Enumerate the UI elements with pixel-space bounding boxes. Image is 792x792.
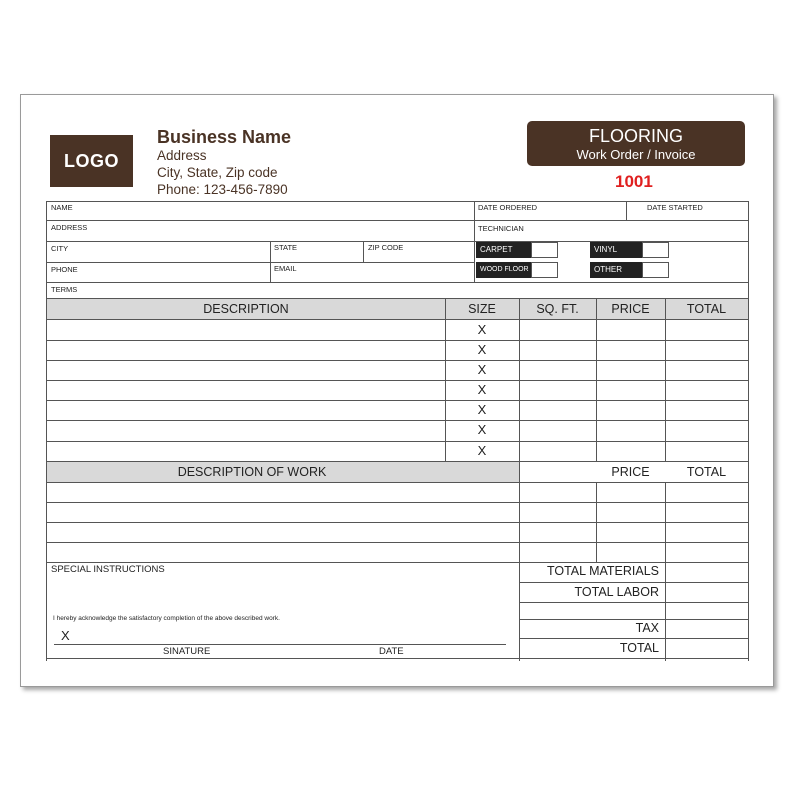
grid-line xyxy=(596,298,597,563)
business-name: Business Name xyxy=(157,127,292,147)
grid-line xyxy=(519,619,749,620)
size-mark: X xyxy=(477,443,487,458)
logo-placeholder: LOGO xyxy=(50,135,133,187)
zip-label[interactable]: ZIP CODE xyxy=(368,243,404,252)
grid-line xyxy=(626,201,627,220)
grid-line xyxy=(46,658,749,659)
signature-line[interactable] xyxy=(54,644,506,645)
wood-floor-tag: WOOD FLOOR xyxy=(476,262,531,278)
col-work-price: PRICE xyxy=(611,465,650,479)
phone-label[interactable]: PHONE xyxy=(51,265,78,274)
size-mark: X xyxy=(477,362,487,377)
date-ordered-label[interactable]: DATE ORDERED xyxy=(478,203,538,212)
name-label[interactable]: NAME xyxy=(51,203,73,212)
col-price: PRICE xyxy=(611,302,650,316)
total-labor-label: TOTAL LABOR xyxy=(574,585,659,599)
col-size: SIZE xyxy=(468,302,496,316)
table-row xyxy=(46,522,749,523)
grid-line xyxy=(46,201,47,661)
carpet-tag: CARPET xyxy=(476,242,531,258)
grid-line xyxy=(46,201,749,202)
wood-floor-checkbox[interactable] xyxy=(531,262,558,278)
col-work-total: TOTAL xyxy=(686,465,727,479)
col-description: DESCRIPTION xyxy=(203,302,289,316)
acknowledgement-text: I hereby acknowledge the satisfactory completion of the above described work. xyxy=(53,615,280,622)
signature-label: SINATURE xyxy=(163,646,211,657)
col-description-of-work: DESCRIPTION OF WORK xyxy=(177,465,327,479)
technician-label[interactable]: TECHNICIAN xyxy=(478,224,524,233)
order-number: 1001 xyxy=(615,172,653,191)
other-checkbox[interactable] xyxy=(642,262,669,278)
grid-line xyxy=(363,241,364,262)
grid-line xyxy=(519,582,749,583)
table-row xyxy=(46,340,749,341)
table-row xyxy=(46,542,749,543)
grid-line xyxy=(46,220,749,221)
tax-label: TAX xyxy=(635,621,659,635)
city-label[interactable]: CITY xyxy=(51,244,69,253)
business-phone: Phone: 123-456-7890 xyxy=(157,182,288,197)
table-row xyxy=(46,360,749,361)
table-row xyxy=(46,441,749,442)
grid-line xyxy=(519,602,749,603)
carpet-checkbox[interactable] xyxy=(531,242,558,258)
business-address: Address xyxy=(157,148,207,163)
work-order-sheet xyxy=(20,94,774,687)
grid-line xyxy=(748,201,749,661)
form-subtitle: Work Order / Invoice xyxy=(576,147,696,162)
email-label[interactable]: EMAIL xyxy=(274,264,297,273)
grid-line xyxy=(46,262,474,263)
signature-x: X xyxy=(61,628,70,643)
total-materials-label: TOTAL MATERIALS xyxy=(546,564,659,578)
address-label[interactable]: ADDRESS xyxy=(51,223,88,232)
size-mark: X xyxy=(477,322,487,337)
col-sq-ft: SQ. FT. xyxy=(536,302,579,316)
form-title-badge xyxy=(527,121,745,166)
size-mark: X xyxy=(477,382,487,397)
state-label[interactable]: STATE xyxy=(274,243,298,252)
table-row xyxy=(46,562,749,563)
table-row xyxy=(46,420,749,421)
table-row xyxy=(46,400,749,401)
vinyl-tag: VINYL xyxy=(590,242,642,258)
col-total: TOTAL xyxy=(686,302,727,316)
size-mark: X xyxy=(477,402,487,417)
vinyl-checkbox[interactable] xyxy=(642,242,669,258)
grid-line xyxy=(474,201,475,282)
business-city-state-zip: City, State, Zip code xyxy=(157,165,278,180)
grid-line xyxy=(270,241,271,282)
grid-line xyxy=(519,638,749,639)
terms-label[interactable]: TERMS xyxy=(51,285,78,294)
table-row xyxy=(46,502,749,503)
size-mark: X xyxy=(477,422,487,437)
size-mark: X xyxy=(477,342,487,357)
form-title: FLOORING xyxy=(588,126,683,146)
other-tag: OTHER xyxy=(590,262,642,278)
special-instructions-label[interactable]: SPECIAL INSTRUCTIONS xyxy=(51,564,165,575)
grid-line xyxy=(46,482,749,483)
date-started-label[interactable]: DATE STARTED xyxy=(647,203,703,212)
grid-line xyxy=(46,282,749,283)
grid-line xyxy=(46,319,749,320)
table-row xyxy=(46,380,749,381)
total-label: TOTAL xyxy=(619,641,659,655)
date-label: DATE xyxy=(379,646,404,657)
